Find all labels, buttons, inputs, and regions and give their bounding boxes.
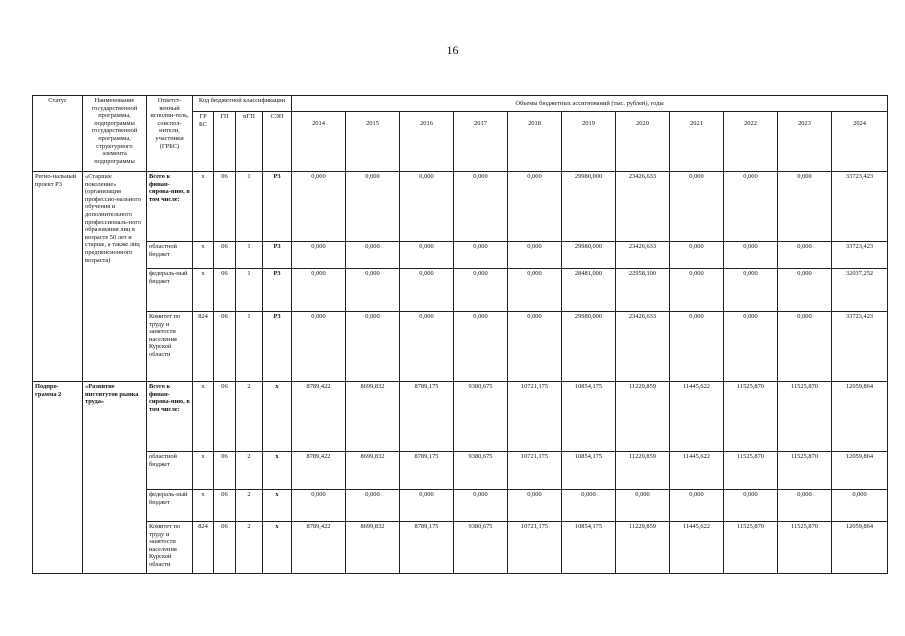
status-cell: Регио-нальный проект Р3 — [33, 172, 83, 382]
value-cell-2019: 29980,000 — [562, 172, 616, 242]
code-sep-cell: Р3 — [263, 269, 292, 312]
value-cell-2017: 0,000 — [454, 242, 508, 269]
value-cell-2020: 0,000 — [616, 490, 670, 522]
value-cell-2015: 0,000 — [346, 490, 400, 522]
code-pgp-cell: 1 — [236, 172, 263, 242]
code-grbs-cell: х — [193, 242, 214, 269]
value-cell-2022: 0,000 — [724, 490, 778, 522]
value-cell-2024: 33723,423 — [832, 172, 888, 242]
value-cell-2023: 0,000 — [778, 242, 832, 269]
value-cell-2023: 11525,870 — [778, 452, 832, 490]
value-cell-2024: 12059,864 — [832, 522, 888, 574]
page-number: 16 — [446, 43, 459, 57]
value-cell-2015: 0,000 — [346, 269, 400, 312]
value-cell-2017: 0,000 — [454, 172, 508, 242]
value-cell-2016: 0,000 — [400, 242, 454, 269]
value-cell-2021: 0,000 — [670, 312, 724, 382]
code-gp-cell: 06 — [214, 242, 236, 269]
code-pgp-cell: 1 — [236, 242, 263, 269]
header-volume: Объемы бюджетных ассигнований (тыс. рублей), годы — [292, 96, 888, 112]
code-pgp-cell: 1 — [236, 269, 263, 312]
header-year-2024: 2024 — [832, 112, 888, 172]
responsible-cell: федераль-ный бюджет — [147, 269, 193, 312]
value-cell-2023: 11525,870 — [778, 382, 832, 452]
value-cell-2021: 0,000 — [670, 490, 724, 522]
value-cell-2020: 23426,633 — [616, 312, 670, 382]
code-grbs-cell: х — [193, 269, 214, 312]
header-status: Статус — [33, 96, 83, 172]
code-sep-cell: Р3 — [263, 172, 292, 242]
code-gp-cell: 06 — [214, 490, 236, 522]
value-cell-2020: 11229,859 — [616, 452, 670, 490]
program-name-cell: «Старшее поколение» (организация профессио-нального обучения и дополнительного профессиональ-ного образования лиц в возрасте 50 лет и старше, а также лиц предпенсионного возраста) — [83, 172, 147, 382]
code-pgp-cell: 2 — [236, 522, 263, 574]
value-cell-2022: 11525,870 — [724, 522, 778, 574]
code-gp-cell: 06 — [214, 522, 236, 574]
value-cell-2015: 8699,832 — [346, 522, 400, 574]
code-gp-cell: 06 — [214, 172, 236, 242]
value-cell-2015: 8699,832 — [346, 382, 400, 452]
value-cell-2021: 0,000 — [670, 242, 724, 269]
code-grbs-cell: х — [193, 172, 214, 242]
value-cell-2019: 10854,175 — [562, 522, 616, 574]
code-grbs-cell: х — [193, 490, 214, 522]
code-grbs-cell: 824 — [193, 522, 214, 574]
header-year-2018: 2018 — [508, 112, 562, 172]
header-year-2015: 2015 — [346, 112, 400, 172]
value-cell-2015: 0,000 — [346, 312, 400, 382]
value-cell-2019: 0,000 — [562, 490, 616, 522]
code-grbs-cell: х — [193, 382, 214, 452]
header-budget-code: Код бюджетной классификации — [193, 96, 292, 112]
value-cell-2024: 12059,864 — [832, 382, 888, 452]
header-code-2: пГП — [236, 112, 263, 172]
header-name: Наименование государственной программы, подпрограммы государственной программы, структурного элемента подпрограммы — [83, 96, 147, 172]
value-cell-2016: 8789,175 — [400, 522, 454, 574]
value-cell-2018: 0,000 — [508, 242, 562, 269]
value-cell-2021: 11445,622 — [670, 452, 724, 490]
value-cell-2023: 0,000 — [778, 312, 832, 382]
value-cell-2023: 0,000 — [778, 172, 832, 242]
value-cell-2015: 0,000 — [346, 172, 400, 242]
value-cell-2020: 11229,859 — [616, 522, 670, 574]
code-pgp-cell: 2 — [236, 452, 263, 490]
value-cell-2016: 0,000 — [400, 490, 454, 522]
table-row — [33, 452, 888, 490]
table-row — [33, 242, 888, 269]
value-cell-2017: 0,000 — [454, 269, 508, 312]
code-pgp-cell: 1 — [236, 312, 263, 382]
code-gp-cell: 06 — [214, 452, 236, 490]
value-cell-2023: 0,000 — [778, 269, 832, 312]
responsible-cell: федераль-ный бюджет — [147, 490, 193, 522]
value-cell-2020: 23426,633 — [616, 172, 670, 242]
table-row — [33, 172, 888, 242]
value-cell-2021: 0,000 — [670, 269, 724, 312]
code-sep-cell: х — [263, 490, 292, 522]
header-code-1: ГП — [214, 112, 236, 172]
value-cell-2016: 8789,175 — [400, 452, 454, 490]
value-cell-2016: 0,000 — [400, 172, 454, 242]
value-cell-2016: 8789,175 — [400, 382, 454, 452]
value-cell-2018: 0,000 — [508, 172, 562, 242]
value-cell-2018: 0,000 — [508, 312, 562, 382]
value-cell-2014: 0,000 — [292, 242, 346, 269]
responsible-cell: Всего к финан-сирова-нию, в том числе: — [147, 382, 193, 452]
value-cell-2024: 33723,423 — [832, 312, 888, 382]
code-sep-cell: х — [263, 522, 292, 574]
code-pgp-cell: 2 — [236, 490, 263, 522]
code-sep-cell: Р3 — [263, 242, 292, 269]
value-cell-2023: 0,000 — [778, 490, 832, 522]
value-cell-2024: 33723,423 — [832, 242, 888, 269]
table-row — [33, 490, 888, 522]
header-year-2021: 2021 — [670, 112, 724, 172]
budget-table — [32, 95, 888, 574]
value-cell-2014: 0,000 — [292, 490, 346, 522]
value-cell-2017: 0,000 — [454, 490, 508, 522]
value-cell-2019: 29980,000 — [562, 242, 616, 269]
header-year-2020: 2020 — [616, 112, 670, 172]
code-gp-cell: 06 — [214, 382, 236, 452]
value-cell-2020: 23426,633 — [616, 242, 670, 269]
header-year-2023: 2023 — [778, 112, 832, 172]
header-code-0: ГР БС — [193, 112, 214, 172]
value-cell-2024: 32037,252 — [832, 269, 888, 312]
value-cell-2022: 0,000 — [724, 172, 778, 242]
value-cell-2014: 8789,422 — [292, 522, 346, 574]
value-cell-2024: 12059,864 — [832, 452, 888, 490]
value-cell-2017: 9380,675 — [454, 452, 508, 490]
responsible-cell: Комитет по труду и занятости населения Курской области — [147, 522, 193, 574]
table-body — [33, 172, 888, 574]
responsible-cell: Всего к финан-сирова-нию, в том числе: — [147, 172, 193, 242]
value-cell-2014: 8789,422 — [292, 452, 346, 490]
status-cell: Подпро-грамма 2 — [33, 382, 83, 574]
table-header — [33, 96, 888, 172]
value-cell-2022: 11525,870 — [724, 382, 778, 452]
header-year-2019: 2019 — [562, 112, 616, 172]
header-year-2016: 2016 — [400, 112, 454, 172]
value-cell-2019: 10854,175 — [562, 452, 616, 490]
table-row — [33, 269, 888, 312]
table-row — [33, 522, 888, 574]
value-cell-2024: 0,000 — [832, 490, 888, 522]
value-cell-2022: 0,000 — [724, 269, 778, 312]
value-cell-2019: 10854,175 — [562, 382, 616, 452]
value-cell-2014: 0,000 — [292, 172, 346, 242]
code-sep-cell: х — [263, 382, 292, 452]
value-cell-2019: 28481,000 — [562, 269, 616, 312]
table-row — [33, 312, 888, 382]
value-cell-2020: 11229,859 — [616, 382, 670, 452]
header-code-3: СЭП — [263, 112, 292, 172]
value-cell-2016: 0,000 — [400, 269, 454, 312]
table-row — [33, 382, 888, 452]
header-year-2017: 2017 — [454, 112, 508, 172]
code-pgp-cell: 2 — [236, 382, 263, 452]
program-name-cell: «Развитие институтов рынка труда» — [83, 382, 147, 574]
value-cell-2017: 0,000 — [454, 312, 508, 382]
value-cell-2015: 0,000 — [346, 242, 400, 269]
value-cell-2015: 8699,832 — [346, 452, 400, 490]
header-responsible: Ответст-венный исполни-тель, соиспол-нители, участники (ГРБС) — [147, 96, 193, 172]
value-cell-2020: 22958,100 — [616, 269, 670, 312]
header-year-2022: 2022 — [724, 112, 778, 172]
value-cell-2022: 0,000 — [724, 242, 778, 269]
header-year-2014: 2014 — [292, 112, 346, 172]
value-cell-2019: 29980,000 — [562, 312, 616, 382]
responsible-cell: областной бюджет — [147, 452, 193, 490]
value-cell-2018: 10721,175 — [508, 382, 562, 452]
responsible-cell: областной бюджет — [147, 242, 193, 269]
value-cell-2018: 0,000 — [508, 490, 562, 522]
value-cell-2018: 10721,175 — [508, 522, 562, 574]
value-cell-2018: 0,000 — [508, 269, 562, 312]
code-grbs-cell: 824 — [193, 312, 214, 382]
code-sep-cell: Р3 — [263, 312, 292, 382]
value-cell-2018: 10721,175 — [508, 452, 562, 490]
code-gp-cell: 06 — [214, 269, 236, 312]
value-cell-2021: 11445,622 — [670, 522, 724, 574]
value-cell-2014: 0,000 — [292, 312, 346, 382]
code-gp-cell: 06 — [214, 312, 236, 382]
value-cell-2022: 0,000 — [724, 312, 778, 382]
value-cell-2016: 0,000 — [400, 312, 454, 382]
code-sep-cell: х — [263, 452, 292, 490]
value-cell-2021: 0,000 — [670, 172, 724, 242]
code-grbs-cell: х — [193, 452, 214, 490]
value-cell-2014: 0,000 — [292, 269, 346, 312]
value-cell-2014: 8789,422 — [292, 382, 346, 452]
value-cell-2017: 9380,675 — [454, 382, 508, 452]
value-cell-2023: 11525,870 — [778, 522, 832, 574]
responsible-cell: Комитет по труду и занятости населения Курской области — [147, 312, 193, 382]
value-cell-2022: 11525,870 — [724, 452, 778, 490]
value-cell-2017: 9380,675 — [454, 522, 508, 574]
value-cell-2021: 11445,622 — [670, 382, 724, 452]
